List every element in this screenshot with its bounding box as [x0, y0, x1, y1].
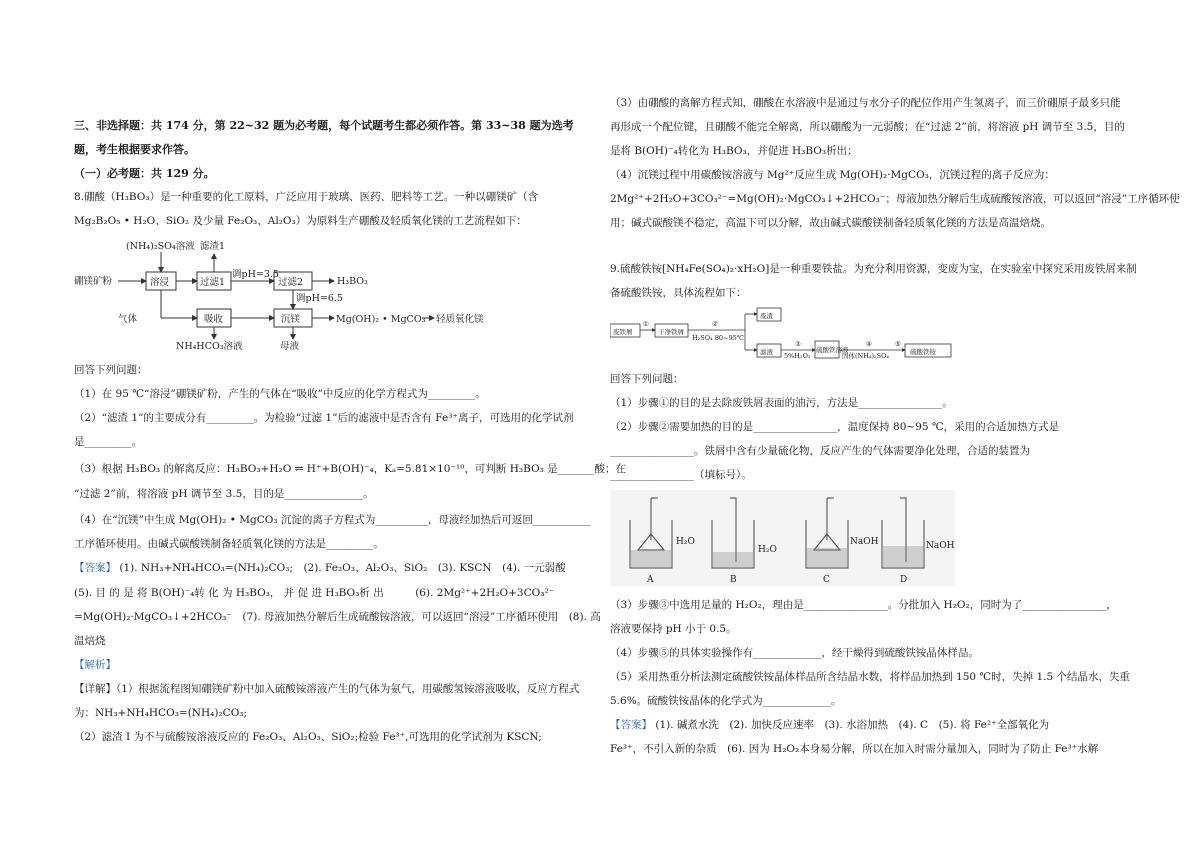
flow-nh4hco3: NH₄HCO₃溶液 — [176, 341, 243, 352]
answer-line4: 温焙烧 — [74, 635, 106, 647]
r4-line2: 2Mg²⁺+2H₂O+3CO₃²⁻=Mg(OH)₂·MgCO₃↓+2HCO₃⁻；母液加热分解后生成硫酸铵溶液，可以返回“溶浸”工序循环使 — [610, 193, 1180, 205]
iron-ammonium-sulfate-flowchart — [610, 304, 955, 362]
q9-intro-line1: 9.硫酸铁铵[NH₄Fe(SO₄)₂·xH₂O]是一种重要铁盐。为充分利用资源，变废为宝，在实验室中探究采用废铁屑来制 — [610, 263, 1137, 275]
answer-line2: (5). 目 的 是 将 B(OH)⁻₄转 化 为 H₃BO₃， 并 促 进 H₃BO₃析 出 (6). 2Mg²⁺+2H₂O+3CO₃²⁻ — [74, 587, 555, 599]
q9-answer-line2: Fe³⁺，不引入新的杂质 (6). 因为 H₂O₂本身易分解，所以在加入时需分量加入，同时为了防止 Fe³⁺水解 — [610, 743, 1099, 755]
flow-leach: 溶浸 — [150, 277, 170, 288]
q9-answer-prompt: 回答下列问题： — [610, 373, 684, 385]
detail-line3: （2）滤渣 I 为不与硫酸铵溶液反应的 Fe₂O₃、Al₂O₃、SiO₂;检验 Fe³⁺,可选用的化学试剂为 KSCN; — [74, 731, 542, 743]
flow-mother: 母液 — [280, 341, 300, 352]
q9-sub1: （1）步骤①的目的是去除废铁屑表面的油污，方法是________________。 — [610, 397, 953, 409]
flow-filter1: 过滤1 — [200, 277, 226, 288]
apparatus-label-c: C — [823, 575, 830, 585]
flow2-step1: ① — [643, 320, 649, 328]
subsection-title: （一）必考题：共 129 分。 — [74, 167, 215, 180]
q8-intro-line1: 8.硼酸（H₃BO₃）是一种重要的化工原料，广泛应用于玻璃、医药、肥料等工艺。一种以硼镁矿（含 — [74, 191, 539, 203]
flow2-h2o2: 5%H₂O₂ — [784, 352, 811, 360]
flow-ph35: 调pH=3.5 — [232, 269, 279, 280]
apparatus-c-reagent: NaOH — [850, 537, 879, 547]
q8-sub4-line2: 工序循环使用。由碱式碳酸镁制备轻质氧化镁的方法是_________。 — [74, 538, 384, 550]
detail-line2: 为：NH₃+NH₄HCO₃=(NH₄)₂CO₃; — [74, 707, 248, 719]
apparatus-d-reagent: NaOH — [926, 541, 955, 551]
flow-final: 轻质氧化镁 — [436, 314, 484, 325]
flow2-scrap: 废铁屑 — [613, 328, 633, 336]
q9-sub4: （4）步骤⑤的具体实验操作有_____________，经干燥得到硫酸铁铵晶体样品。 — [610, 647, 979, 659]
flow2-residue: 废渣 — [760, 312, 773, 320]
answer-label: 【答案】 — [74, 562, 116, 574]
section-title-line1: 三、非选择题：共 174 分，第 22~32 题为必考题，每个试题考生都必须作答。第 33~38 题为选考 — [74, 119, 574, 132]
analysis-label: 【解析】 — [74, 659, 116, 671]
q8-intro-line2: Mg₂B₂O₅ • H₂O、SiO₂ 及少量 Fe₂O₃、Al₂O₃）为原料生产硼酸及轻质氧化镁的工艺流程如下： — [74, 215, 527, 227]
r4-line1: （4）沉镁过程中用碳酸铵溶液与 Mg²⁺反应生成 Mg(OH)₂·MgCO₃，沉镁过程的离子反应为： — [610, 169, 1055, 181]
flow-sink: 沉镁 — [281, 314, 301, 325]
q9-sub5-line2: 5.6%。硫酸铁铵晶体的化学式为_____________。 — [610, 695, 842, 707]
answer-text1: (1). NH₃+NH₄HCO₃=(NH₄)₂CO₃; (2). Fe₂O₃、Al₂O₃、SiO₂ (3). KSCN (4). 一元弱酸 — [119, 562, 566, 574]
r3-line1: （3）由硼酸的离解方程式知，硼酸在水溶液中是通过与水分子的配位作用产生氢离子，而三价硼原子最多只能 — [610, 97, 1121, 109]
apparatus-label-d: D — [900, 575, 908, 585]
apparatus-a-reagent: H₂O — [676, 537, 695, 547]
flow-filter2: 过滤2 — [278, 277, 304, 288]
apparatus-label-b: B — [730, 575, 737, 585]
q9-sub3-line1: （3）步骤③中选用足量的 H₂O₂，理由是________________。分批加入 H₂O₂，同时为了________________， — [610, 599, 1117, 611]
flow-h3bo3: H₃BO₃ — [337, 276, 368, 287]
answer-line1 — [74, 561, 566, 576]
boric-acid-flowchart — [74, 236, 494, 356]
flow-reagent-top: (NH₄)₂SO₄溶液 — [126, 241, 195, 252]
q9-sub2-line3: ________________（填标号）。 — [610, 469, 752, 481]
flow-product: Mg(OH)₂ • MgCO₃ — [336, 314, 426, 325]
flow2-filtrate: 滤液 — [760, 348, 773, 356]
flow-residue1: 滤渣1 — [200, 241, 226, 252]
flow2-step3: ③ — [795, 340, 801, 348]
r3-line2: 再形成一个配位键，且硼酸不能完全解离，所以硼酸为一元弱酸；在“过滤 2”前，将溶液 pH 调节至 3.5，目的 — [610, 121, 1125, 133]
answer-line3: =Mg(OH)₂·MgCO₃↓+2HCO₃⁻ (7). 母液加热分解后生成硫酸铵溶液，可以返回“溶浸”工序循环使用 (8). 高 — [74, 611, 601, 623]
section-title-line2: 题，考生根据要求作答。 — [74, 143, 195, 156]
q9-sub3-line2: 溶液要保持 pH 小于 0.5。 — [610, 623, 737, 635]
apparatus-b-reagent: H₂O — [758, 545, 777, 555]
q8-sub1: （1）在 95 ℃“溶浸”硼镁矿粉，产生的气体在“吸收”中反应的化学方程式为_________。 — [74, 388, 486, 400]
q9-answer-label: 【答案】 — [610, 719, 652, 731]
answer-prompt: 回答下列问题： — [74, 364, 148, 376]
flow-gas: 气体 — [118, 314, 138, 325]
flow-ore: 硼镁矿粉 — [74, 276, 113, 287]
q9-intro-line2: 备硫酸铁铵，具体流程如下： — [610, 287, 747, 299]
flow-absorb: 吸收 — [204, 314, 224, 325]
q8-sub3-line1: （3）根据 H₃BO₃ 的解离反应：H₃BO₃+H₂O ⇌ H⁺+B(OH)⁻₄，Kₐ=5.81×10⁻¹⁰，可判断 H₃BO₃ 是_______酸；在 — [74, 463, 626, 475]
flow-ph65: 调pH=6.5 — [296, 293, 343, 304]
q9-answer-line1 — [610, 718, 1049, 733]
flow2-clean: 干净铁屑 — [658, 328, 684, 336]
flow2-step2: ② — [712, 320, 718, 328]
q8-sub3-line2: “过滤 2”前，将溶液 pH 调节至 3.5，目的是_______________。 — [74, 488, 374, 500]
q9-answer-text1: (1). 碱煮水洗 (2). 加快反应速率 (3). 水浴加热 (4). C (5). 将 Fe²⁺全部氧化为 — [655, 719, 1050, 731]
flow2-cond2: H₂SO₄ 80~95℃ — [692, 334, 744, 342]
flow2-feso4: 硫酸铁溶液 — [816, 346, 849, 354]
r3-line3: 是将 B(OH)⁻₄转化为 H₃BO₃，并促进 H₃BO₃析出； — [610, 145, 858, 157]
q9-sub2-line2: ________________。铁屑中含有少量硫化物，反应产生的气体需要净化处理，合适的装置为 — [610, 445, 1030, 457]
q8-sub4-line1: （4）在“沉镁”中生成 Mg(OH)₂ • MgCO₃ 沉淀的离子方程式为__________，母液经加热后可返回___________ — [74, 514, 591, 526]
flow2-step4: ④ — [866, 340, 872, 348]
q8-sub2-line2: 是_________。 — [74, 436, 143, 448]
apparatus-label-a: A — [647, 575, 654, 585]
detail-line1: 【详解】（1）根据流程图知硼镁矿粉中加入硫酸铵溶液产生的气体为氨气，用碳酸氢铵溶液吸收，反应方程式 — [74, 683, 580, 695]
q9-sub2-line1: （2）步骤②需要加热的目的是________________，温度保持 80~95 ℃，采用的合适加热方式是 — [610, 421, 1060, 433]
r4-line3: 用；碱式碳酸镁不稳定，高温下可以分解，故由碱式碳酸镁制备轻质氧化镁的方法是高温焙烧。 — [610, 217, 1051, 229]
q8-sub2-line1: （2）“滤渣 1”的主要成分有_________。为检验“过滤 1”后的滤液中是否含有 Fe³⁺离子，可选用的化学试剂 — [74, 412, 574, 424]
gas-absorption-apparatus — [610, 490, 955, 586]
flow2-solid: 固体(NH₄)₂SO₄ — [842, 352, 890, 360]
flow2-step5: ⑤ — [895, 340, 901, 348]
q9-sub5-line1: （5）采用热重分析法测定硫酸铁铵晶体样品所含结晶水数，将样品加热到 150 ℃时，失掉 1.5 个结晶水，失重 — [610, 671, 1131, 683]
flow2-product: 硫酸铁铵 — [910, 348, 936, 356]
